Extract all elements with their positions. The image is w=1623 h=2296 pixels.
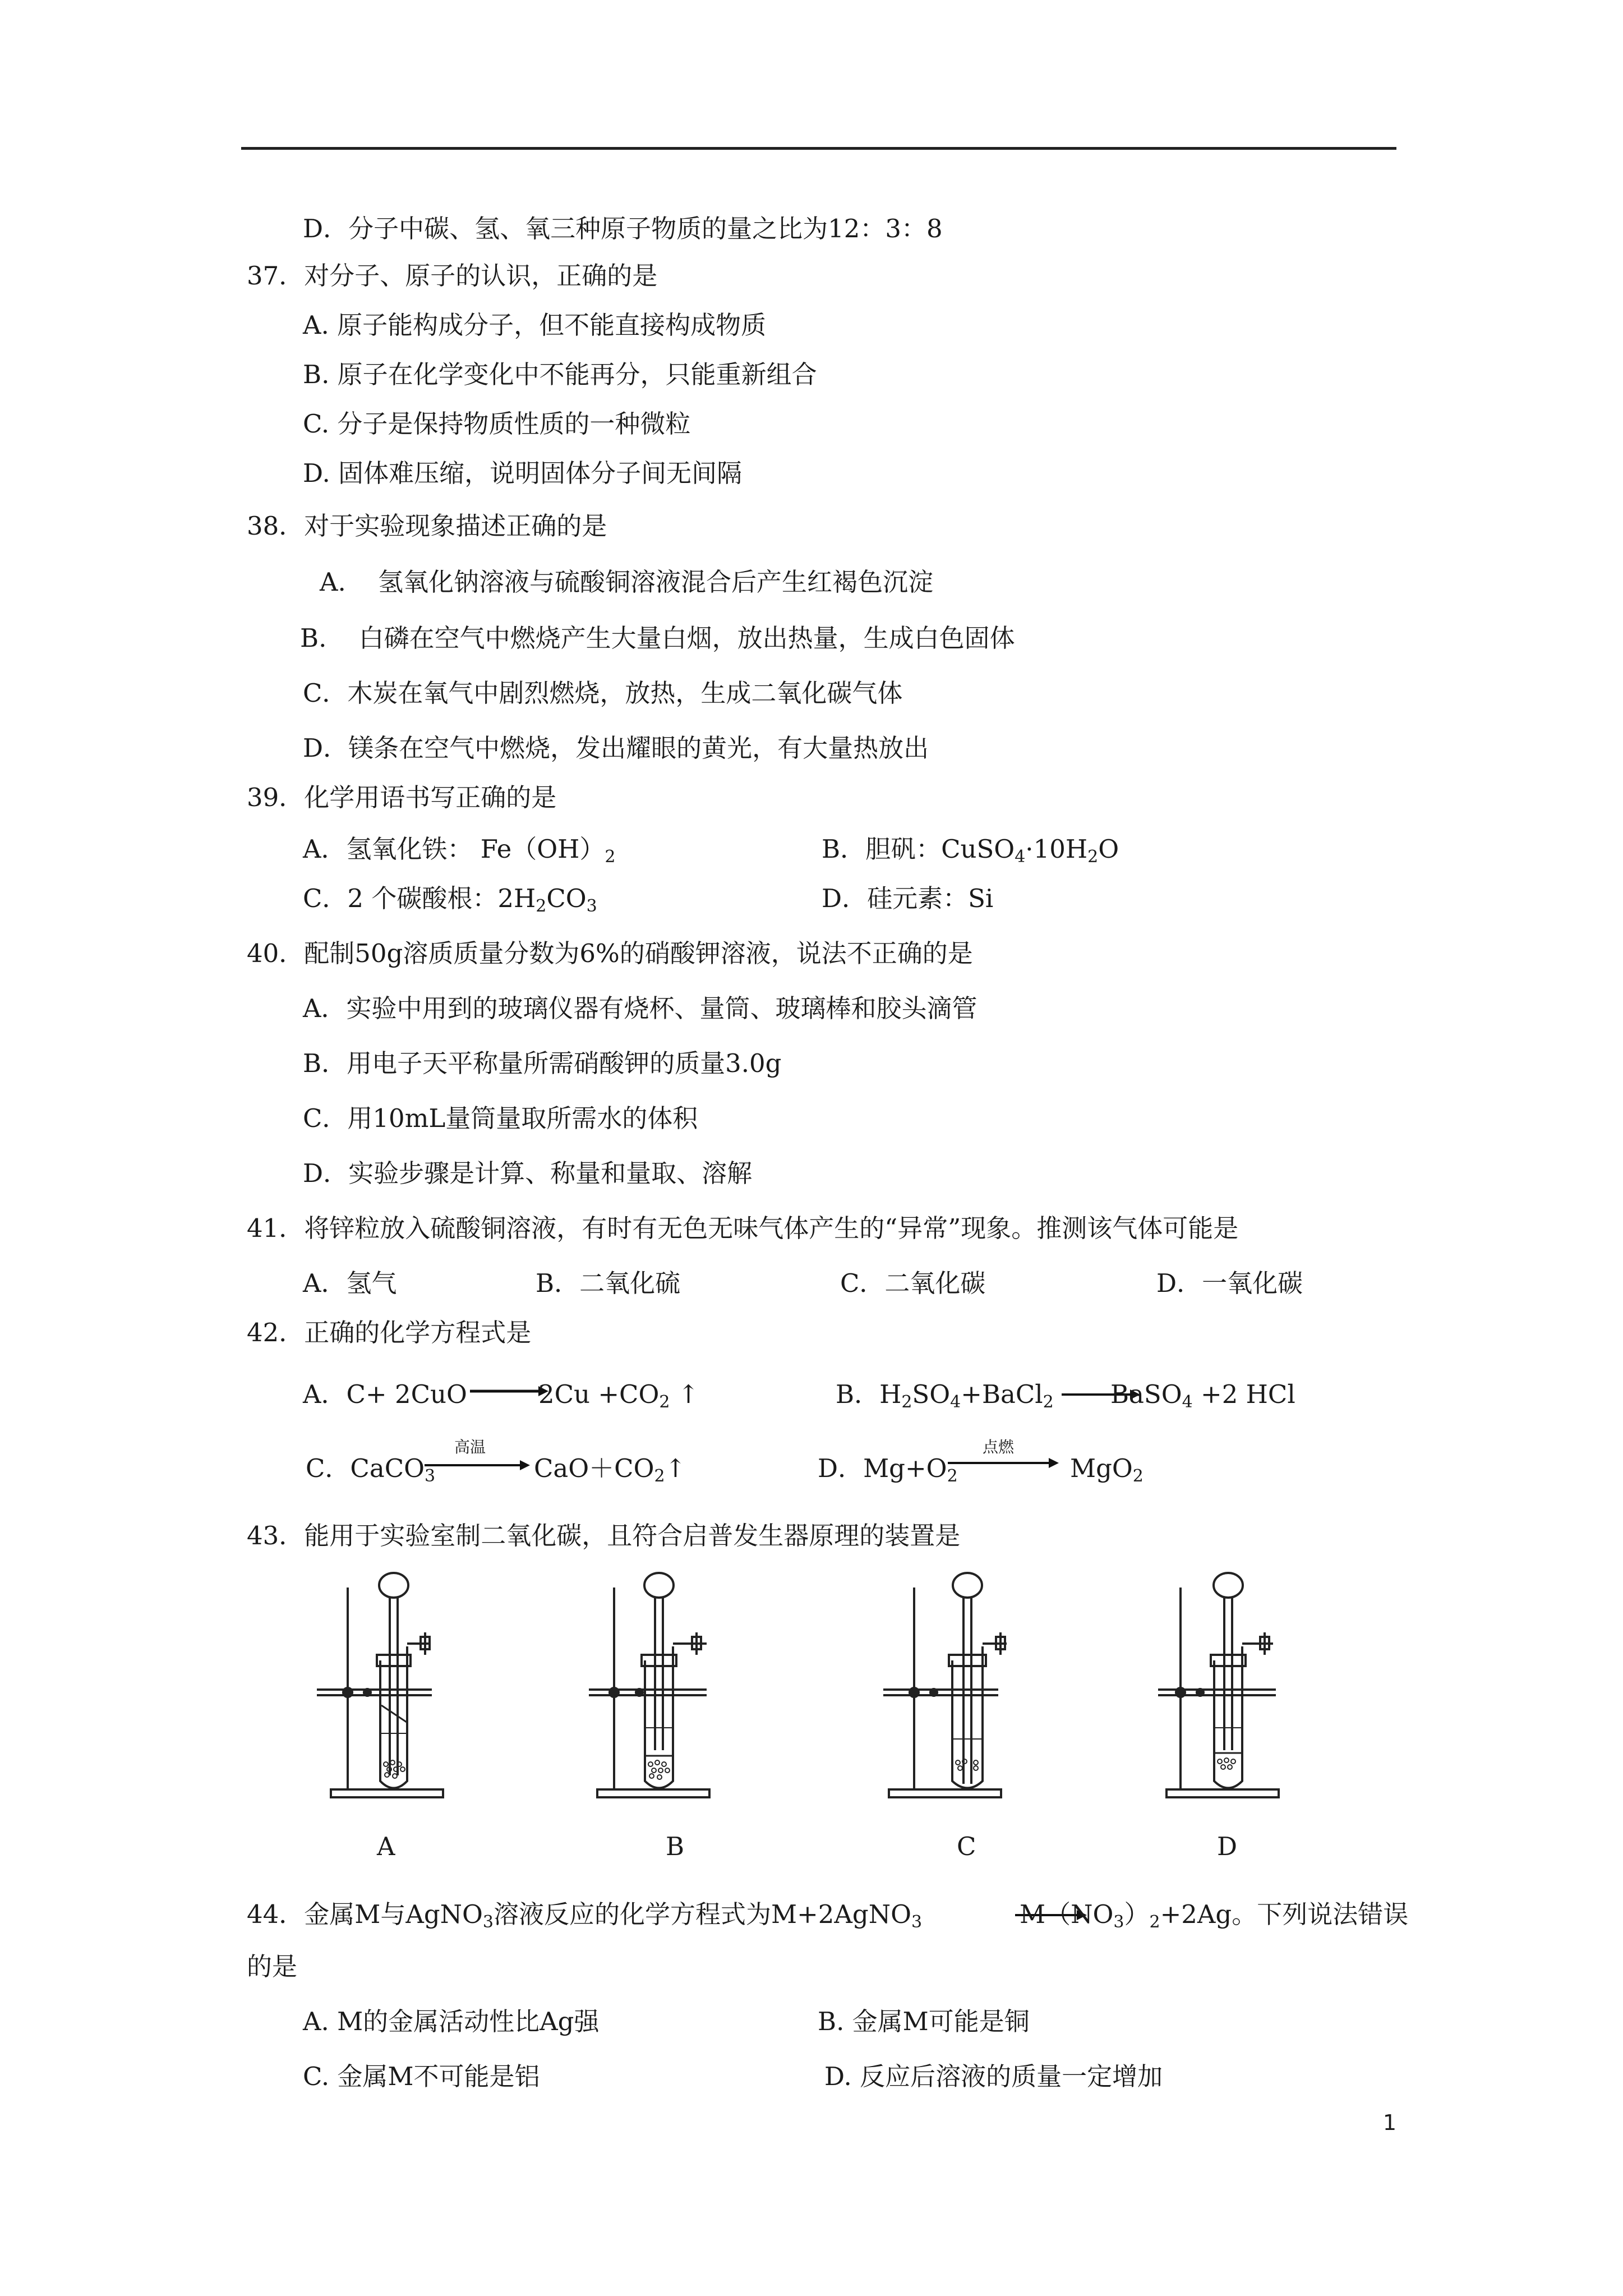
apparatus-a-label: A xyxy=(377,1832,395,1861)
q42-option-c-right: $CaO+CO_2↑$ xyxy=(534,1453,686,1486)
apparatus-b-diagram xyxy=(589,1565,740,1801)
q42-stem: 42．正确的化学方程式是 xyxy=(247,1318,532,1347)
q42-c-condition: 高温 xyxy=(454,1438,486,1456)
q42-option-a-left: A．C+ 2CuO xyxy=(303,1379,467,1409)
q40-option-d: D．实验步骤是计算、称量和量取、溶解 xyxy=(303,1158,753,1188)
q42-option-b-right: BaSO$_4$ +2 HCl xyxy=(1110,1379,1295,1412)
page-number: 1 xyxy=(1382,2110,1396,2135)
q39-option-c: C．2 个碳酸根：$2H_2CO_3$ xyxy=(303,884,597,916)
q44-option-b: B. 金属M可能是铜 xyxy=(818,2007,1030,2036)
q40-stem: 40．配制50g溶质质量分数为6%的硝酸钾溶液，说法不正确的是 xyxy=(247,938,973,968)
q39-stem: 39．化学用语书写正确的是 xyxy=(247,783,557,812)
q38-option-a: A. 氢氧化钠溶液与硫酸铜溶液混合后产生红褐色沉淀 xyxy=(320,567,934,597)
q39-option-d: D．硅元素：Si xyxy=(822,884,994,913)
q42-d-condition: 点燃 xyxy=(983,1438,1015,1456)
q39-option-a: A．氢氧化铁： $Fe(OH)_2$ xyxy=(303,834,616,867)
apparatus-d-label: D xyxy=(1217,1832,1238,1861)
q38-option-b: B. 白磷在空气中燃烧产生大量白烟，放出热量，生成白色固体 xyxy=(300,623,1015,653)
q37-option-c: C. 分子是保持物质性质的一种微粒 xyxy=(303,409,691,439)
q37-option-b: B. 原子在化学变化中不能再分，只能重新组合 xyxy=(303,360,817,389)
q44-option-a: A. M的金属活动性比Ag强 xyxy=(303,2007,600,2036)
q38-option-c: C．木炭在氧气中剧烈燃烧，放热，生成二氧化碳气体 xyxy=(303,678,903,708)
q44-stem-left: 44．金属M与AgNO$_3$溶液反应的化学方程式为M+2AgNO$_3$ xyxy=(247,1899,923,1932)
q42-a-arrow xyxy=(470,1384,548,1398)
q42-option-d-right: MgO$_2$ xyxy=(1070,1453,1144,1486)
q39-option-b: B．胆矾：$CuSO_4\cdot 10H_2O$ xyxy=(822,834,1119,867)
q41-option-b: B．二氧化硫 xyxy=(536,1268,681,1298)
q38-option-d: D．镁条在空气中燃烧，发出耀眼的黄光，有大量热放出 xyxy=(303,733,929,763)
q41-option-c: C．二氧化碳 xyxy=(840,1268,986,1298)
q42-d-arrow xyxy=(948,1456,1060,1470)
q44-option-d: D. 反应后溶液的质量一定增加 xyxy=(824,2062,1163,2091)
apparatus-b-label: B xyxy=(666,1832,685,1861)
header-rule xyxy=(241,147,1396,150)
apparatus-d-diagram xyxy=(1158,1565,1310,1801)
apparatus-c-label: C xyxy=(957,1832,976,1861)
q42-option-d-left: D．$Mg+O_2$ xyxy=(818,1453,958,1486)
q42-option-c-left: C．CaCO$_3$ xyxy=(306,1453,436,1486)
q44-option-c: C. 金属M不可能是铝 xyxy=(303,2062,540,2091)
q40-option-b: B．用电子天平称量所需硝酸钾的质量3.0g xyxy=(303,1048,782,1078)
q38-stem: 38．对于实验现象描述正确的是 xyxy=(247,511,607,541)
q41-option-a: A．氢气 xyxy=(303,1268,397,1298)
q41-option-d: D．一氧化碳 xyxy=(1156,1268,1303,1298)
q44-stem-right: $M(NO_3)_2+2Ag$。下列说法错误 xyxy=(1020,1899,1409,1932)
q44-stem-line2: 的是 xyxy=(247,1952,298,1981)
q37-option-a: A. 原子能构成分子，但不能直接构成物质 xyxy=(303,310,767,340)
q41-stem: 41．将锌粒放入硫酸铜溶液，有时有无色无味气体产生的“异常”现象。推测该气体可能是 xyxy=(247,1213,1239,1243)
q43-stem: 43．能用于实验室制二氧化碳，且符合启普发生器原理的装置是 xyxy=(247,1521,961,1550)
apparatus-a-diagram xyxy=(314,1565,465,1801)
q37-option-d: D. 固体难压缩，说明固体分子间无间隔 xyxy=(303,458,743,488)
q42-option-b-left: B．$H_2SO_4+BaCl_2$ xyxy=(836,1379,1054,1412)
q37-stem: 37．对分子、原子的认识，正确的是 xyxy=(247,261,658,291)
q36-option-d: D．分子中碳、氢、氧三种原子物质的量之比为12：3：8 xyxy=(303,214,943,243)
apparatus-c-diagram xyxy=(880,1565,1032,1801)
q42-c-arrow xyxy=(425,1458,531,1472)
q40-option-a: A．实验中用到的玻璃仪器有烧杯、量筒、玻璃棒和胶头滴管 xyxy=(303,993,978,1023)
q40-option-c: C．用10mL量筒量取所需水的体积 xyxy=(303,1103,698,1133)
q42-option-a-right: $2Cu +CO_2$ ↑ xyxy=(538,1379,699,1412)
